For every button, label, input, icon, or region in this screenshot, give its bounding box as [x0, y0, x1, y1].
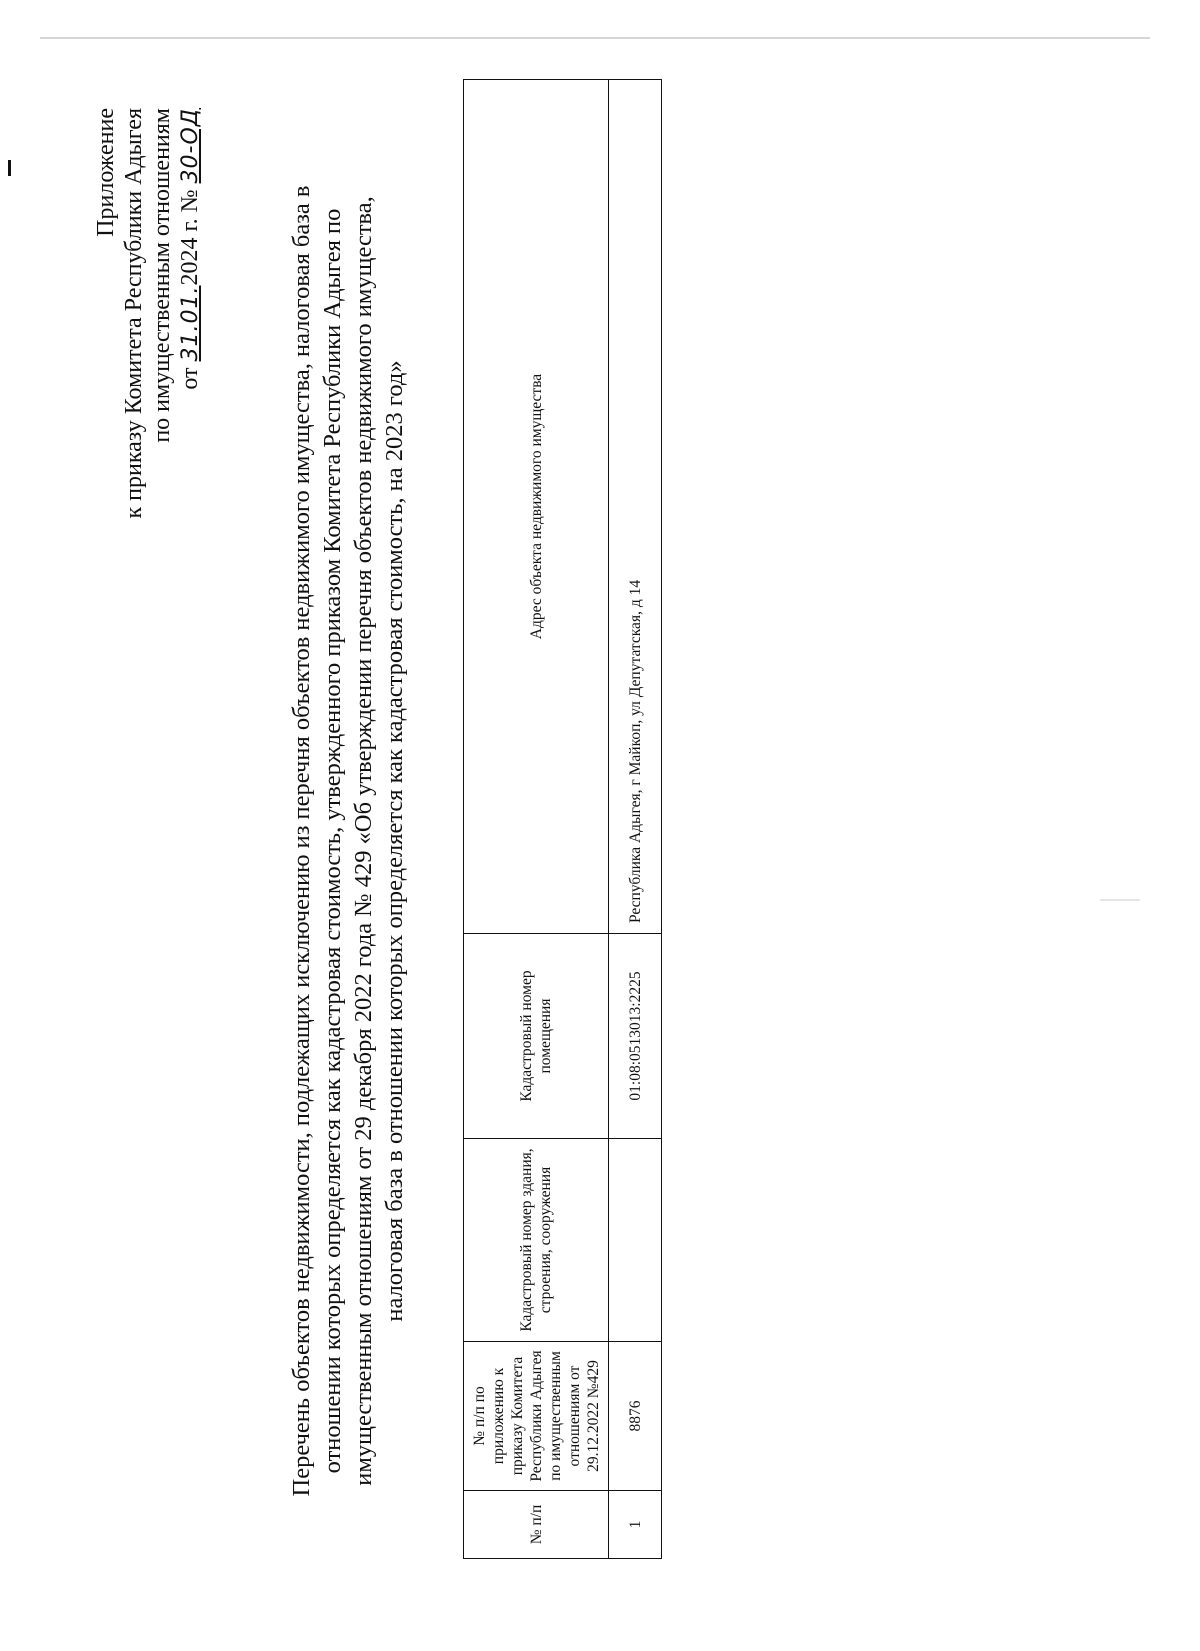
- handwritten-number: 30-ОД: [178, 108, 203, 184]
- header-address: Адрес объекта недвижимого имущества: [464, 80, 609, 934]
- scan-edge-line: [40, 37, 1150, 39]
- cell-premises-cadastral: 01:08:0513013:2225: [609, 934, 662, 1139]
- header-number: № п/п: [464, 1491, 609, 1559]
- appendix-title: Приложение: [93, 108, 119, 237]
- scan-artifact: [1100, 899, 1140, 901]
- header-appendix-number: № п/п по приложению к приказу Комитета Республики Адыгея по имущественным отношениям от 29.12.2022 №429: [464, 1342, 609, 1491]
- appendix-order-line: к приказу Комитета Республики Адыгея: [121, 108, 147, 519]
- table-row: [609, 80, 662, 1559]
- appendix-date-line: [176, 108, 205, 519]
- document-heading: Перечень объектов недвижимости, подлежащих исключению из перечня объектов недвижимого имущества, налоговая база в отношении которых определяется как кадастровая стоимость, утвержденного приказом Комитета Республики Адыгея по имущественным отношениям от 29 декабря 2022 года № 429 «Об утверждении перечня объектов недвижимого имущества, налоговая база в отношении которых определяется как кадастровая стоимость, на 2023 год»: [288, 185, 408, 1497]
- property-table: [463, 79, 662, 1559]
- appendix-committee-line: по имущественным отношениям: [149, 108, 175, 443]
- date-prefix: от: [177, 367, 203, 390]
- cell-building-cadastral: [609, 1139, 662, 1342]
- cell-number: 1: [609, 1491, 662, 1559]
- table-header-row: [464, 80, 609, 1559]
- cell-address: Республика Адыгея, г Майкоп, ул Депутатская, д 14: [609, 80, 662, 934]
- scan-dash-mark: [8, 160, 11, 176]
- header-building-cadastral: Кадастровый номер здания, строения, сооружения: [464, 1139, 609, 1342]
- date-suffix: 2024 г. №: [177, 189, 203, 286]
- handwritten-date: 31.01.: [178, 285, 203, 362]
- header-premises-cadastral: Кадастровый номер помещения: [464, 934, 609, 1139]
- appendix-block: [92, 108, 205, 519]
- cell-appendix-number: 8876: [609, 1342, 662, 1491]
